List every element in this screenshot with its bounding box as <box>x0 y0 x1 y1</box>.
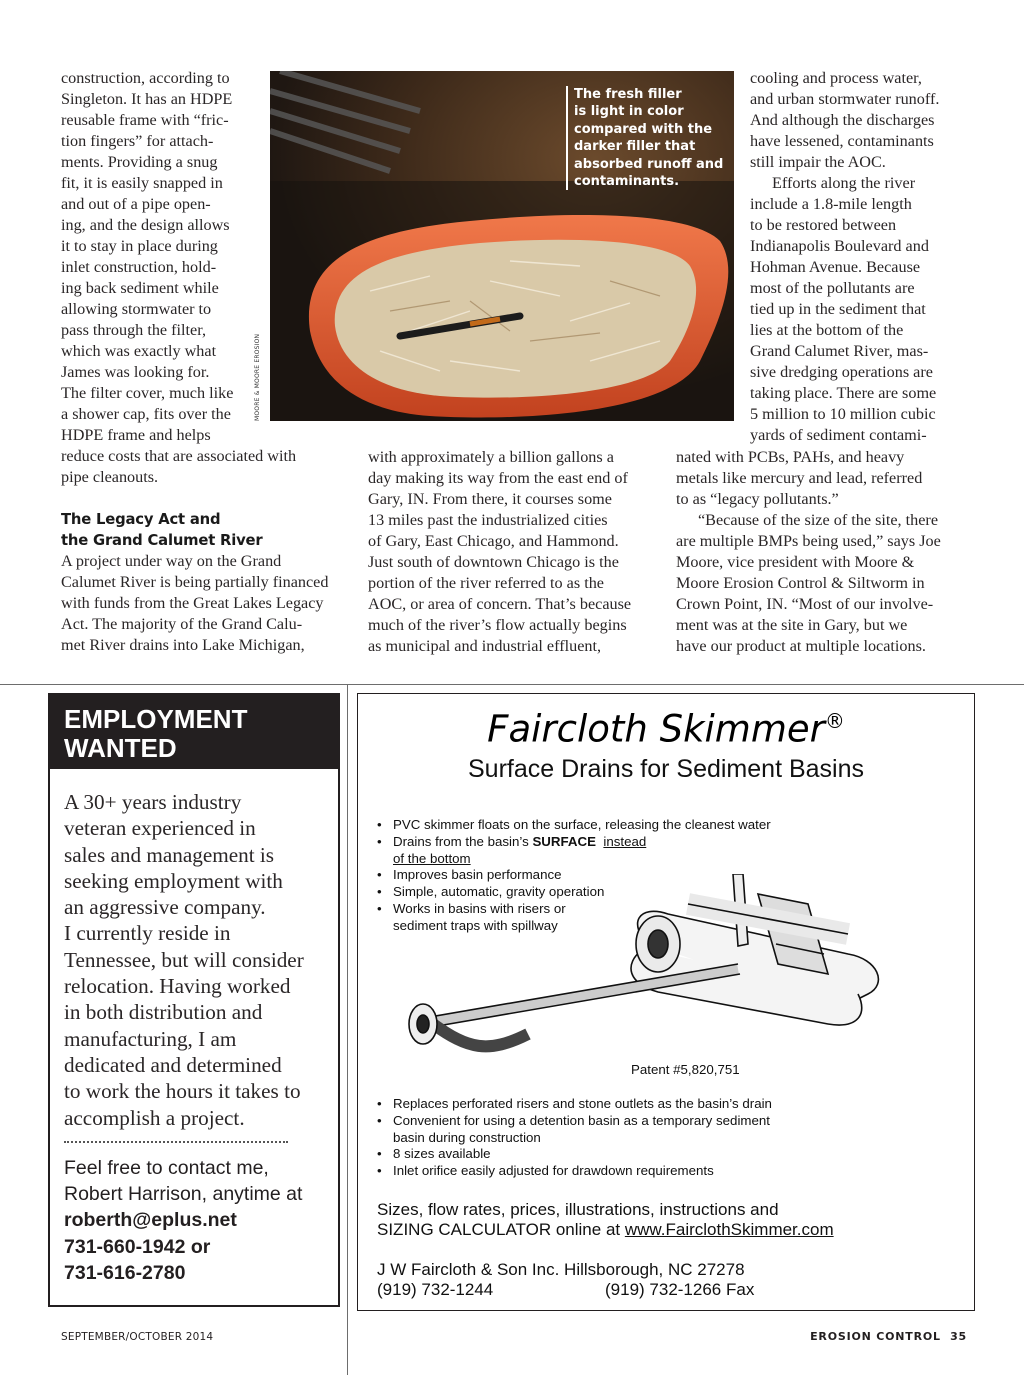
text-line: “Because of the size of the site, there <box>698 511 939 529</box>
text-line: accomplish a project. <box>64 1105 245 1130</box>
text-line: seeking employment with <box>64 868 283 893</box>
text-line: I currently reside in <box>64 921 231 946</box>
text-line: and out of a pipe open- <box>61 195 211 213</box>
text-line: Grand Calumet River, mas- <box>750 342 929 360</box>
text-line: A 30+ years industry <box>64 790 242 814</box>
text-line: which was exactly what <box>61 342 217 360</box>
photo-credit: MOORE & MOORE EROSION <box>254 333 261 421</box>
text-line: allowing stormwater to <box>61 300 212 318</box>
column-2-text <box>368 447 668 657</box>
text-line: The fresh filler <box>574 87 682 102</box>
contact-phone: 731-660-1942 or <box>64 1235 211 1258</box>
patent-number: Patent #5,820,751 <box>631 1062 740 1077</box>
article-column-2 <box>368 447 668 657</box>
employment-ad-heading: EMPLOYMENT WANTED <box>50 695 338 769</box>
column-1-text-after <box>61 551 346 656</box>
text-line: with approximately a billion gallons a <box>368 448 614 466</box>
text-line: The filter cover, much like <box>61 384 234 402</box>
list-item: • 8 sizes available <box>393 1146 843 1163</box>
footer-page: EROSION CONTROL 35 <box>810 1330 967 1343</box>
column-3-text-bottom <box>676 447 976 657</box>
text-line: ing, and the design allows <box>61 216 230 234</box>
text-line: James was looking for. <box>61 363 210 381</box>
article-column-3-top <box>750 68 965 446</box>
skimmer-illustration <box>388 874 948 1094</box>
text-line: A project under way on the Grand <box>61 552 282 570</box>
text-line: have our product at multiple locations. <box>676 637 926 655</box>
ad-info: Sizes, flow rates, prices, illustrations, instructions and SIZING CALCULATOR online at www.FairclothSkimmer.com <box>377 1200 834 1240</box>
text-line: of Gary, East Chicago, and Hammond. <box>368 532 619 550</box>
text-line: day making its way from the east end of <box>368 469 628 487</box>
text-line: 13 miles past the industrialized cities <box>368 511 608 529</box>
text-line: tion fingers” for attach- <box>61 132 214 150</box>
list-item: • PVC skimmer floats on the surface, releasing the cleanest water <box>393 817 833 834</box>
footer-issue: SEPTEMBER/OCTOBER 2014 <box>61 1331 214 1343</box>
text-line: Calumet River is being partially financed <box>61 573 329 591</box>
text-line: darker filler that <box>574 139 696 155</box>
text-line: Tennessee, but will consider <box>64 947 304 972</box>
text-line: fit, it is easily snapped in <box>61 174 223 192</box>
ad-title: Faircloth Skimmer® <box>487 707 845 751</box>
text-line: Efforts along the river <box>772 174 916 192</box>
text-line: construction, according to <box>61 69 230 87</box>
text-line: sive dredging operations are <box>750 363 933 381</box>
text-line: cooling and process water, <box>750 69 922 87</box>
text-line: HDPE frame and helps <box>61 426 211 444</box>
text-line: metals like mercury and lead, referred <box>676 469 923 487</box>
text-line: include a 1.8-mile length <box>750 195 912 213</box>
list-item: • Simple, automatic, gravity operation <box>393 884 833 901</box>
text-line: Just south of downtown Chicago is the <box>368 553 619 571</box>
text-line: an aggressive company. <box>64 895 266 920</box>
text-line: 5 million to 10 million cubic <box>750 405 936 423</box>
vertical-divider <box>347 684 348 1375</box>
text-line: Singleton. It has an HDPE <box>61 90 233 108</box>
text-line: still impair the AOC. <box>750 153 886 171</box>
text-line: ments. Providing a snug <box>61 153 218 171</box>
ad-address: J W Faircloth & Son Inc. Hillsborough, NC 27278 (919) 732-1244 (919) 732-1266 Fax <box>377 1260 777 1301</box>
text-line: Act. The majority of the Grand Calu- <box>61 615 303 633</box>
employment-ad-body <box>50 769 338 1131</box>
text-line: And although the discharges <box>750 111 935 129</box>
horizontal-divider <box>0 684 1024 685</box>
text-line: absorbed runoff and <box>574 156 724 172</box>
text-line: taking place. There are some <box>750 384 937 402</box>
contact-email[interactable]: roberth@eplus.net <box>64 1209 237 1232</box>
contact-phone-alt: 731-616-2780 <box>64 1262 186 1285</box>
list-item: • Improves basin performance <box>393 867 833 884</box>
text-line: as municipal and industrial effluent, <box>368 637 602 655</box>
text-line: lies at the bottom of the <box>750 321 904 339</box>
faircloth-skimmer-ad <box>357 693 975 1311</box>
text-line: Hohman Avenue. Because <box>750 258 921 276</box>
text-line: reduce costs that are associated with <box>61 447 297 465</box>
text-line: pass through the filter, <box>61 321 207 339</box>
list-item: • Replaces perforated risers and stone outlets as the basin’s drain <box>393 1096 843 1113</box>
text-line: reusable frame with “fric- <box>61 111 229 129</box>
text-line: to work the hours it takes to <box>64 1079 301 1104</box>
text-line: ing back sediment while <box>61 279 219 297</box>
list-item: • Convenient for using a detention basin as a temporary sediment basin during construction <box>393 1113 843 1147</box>
list-item: • Inlet orifice easily adjusted for drawdown requirements <box>393 1163 843 1180</box>
text-line: to as “legacy pollutants.” <box>676 490 839 508</box>
text-line: Crown Point, IN. “Most of our involve- <box>676 595 934 613</box>
article-column-3-bottom <box>676 447 976 657</box>
text-line: in both distribution and <box>64 1000 263 1025</box>
text-line: dedicated and determined <box>64 1052 282 1077</box>
list-item: • Drains from the basin’s SURFACE instead of the bottom <box>393 834 833 868</box>
column-3-text-top <box>750 68 965 446</box>
photo-caption <box>566 86 734 190</box>
text-line: ment was at the site in Gary, but we <box>676 616 908 634</box>
text-line: tied up in the sediment that <box>750 300 926 318</box>
text-line: yards of sediment contami- <box>750 426 927 444</box>
text-line: sales and management is <box>64 842 275 867</box>
text-line: compared with the <box>574 121 713 137</box>
text-line: Moore Erosion Control & Siltworm in <box>676 574 925 592</box>
text-line: Indianapolis Boulevard and <box>750 237 929 255</box>
text-line: have lessened, contaminants <box>750 132 934 150</box>
section-subhead: The Legacy Act and the Grand Calumet River <box>61 511 263 549</box>
text-line: relocation. Having worked <box>64 974 291 999</box>
text-line: with funds from the Great Lakes Legacy <box>61 594 324 612</box>
feature-list-bottom <box>358 1096 843 1180</box>
ad-fax: (919) 732-1266 Fax <box>605 1280 755 1299</box>
text-line: inlet construction, hold- <box>61 258 217 276</box>
text-line: portion of the river referred to as the <box>368 574 604 592</box>
website-link[interactable]: www.FairclothSkimmer.com <box>624 1220 834 1240</box>
employment-ad-contact: Feel free to contact me, Robert Harrison, anytime at roberth@eplus.net 731-660-1942 or 731-616-2780 <box>50 1143 338 1286</box>
text-line: it to stay in place during <box>61 237 218 255</box>
text-line: to be restored between <box>750 216 897 234</box>
text-line: much of the river’s flow actually begins <box>368 616 627 634</box>
list-item: • Works in basins with risers or sediment traps with spillway <box>393 901 833 935</box>
text-line: a shower cap, fits over the <box>61 405 231 423</box>
text-line: AOC, or area of concern. That’s because <box>368 595 632 613</box>
ad-phone: (919) 732-1244 <box>377 1280 494 1300</box>
text-line: met River drains into Lake Michigan, <box>61 636 305 654</box>
text-line: contaminants. <box>574 174 680 190</box>
text-line: manufacturing, I am <box>64 1026 237 1051</box>
text-line: most of the pollutants are <box>750 279 915 297</box>
text-line: is light in color <box>574 104 684 120</box>
text-line: Gary, IN. From there, it courses some <box>368 490 612 508</box>
text-line: veteran experienced in <box>64 816 256 841</box>
text-line: Moore, vice president with Moore & <box>676 553 915 571</box>
employment-wanted-ad <box>48 693 340 1307</box>
text-line: nated with PCBs, PAHs, and heavy <box>676 448 905 466</box>
text-line: pipe cleanouts. <box>61 468 159 486</box>
ad-subtitle: Surface Drains for Sediment Basins <box>467 755 864 783</box>
text-line: are multiple BMPs being used,” says Joe <box>676 532 941 550</box>
text-line: and urban stormwater runoff. <box>750 90 940 108</box>
